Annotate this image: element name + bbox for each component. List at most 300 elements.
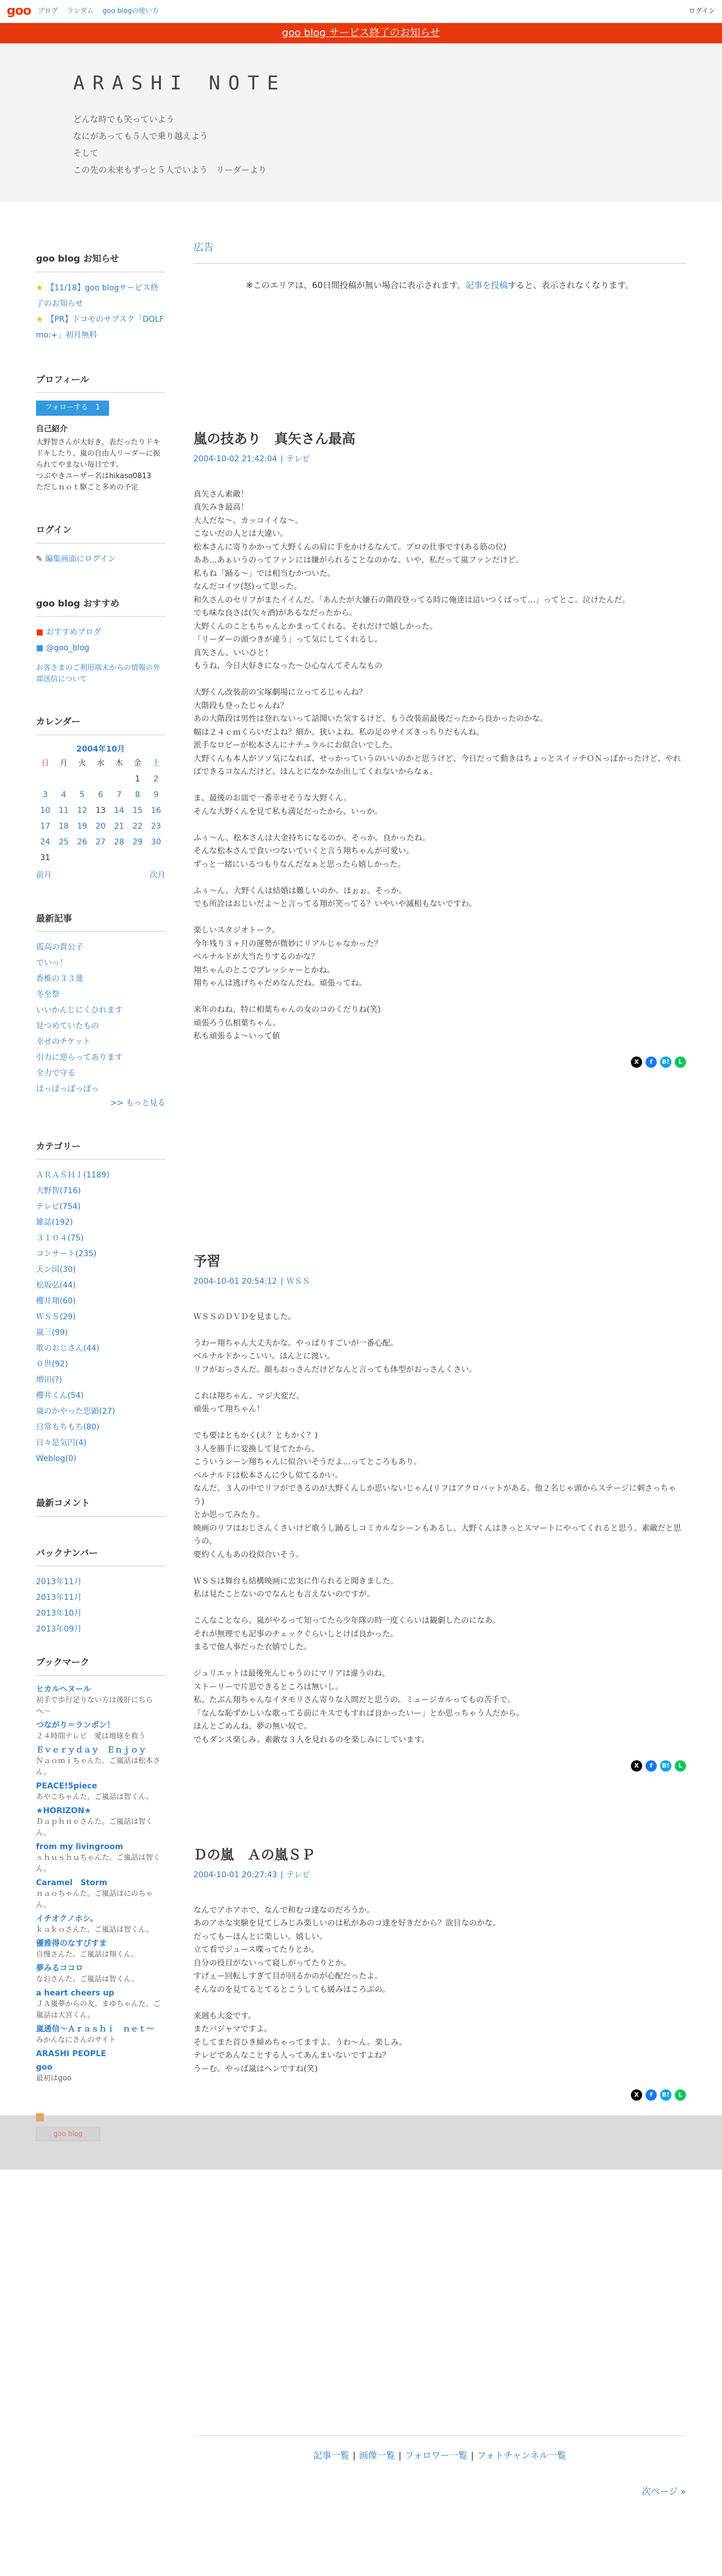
- blog-header: [0, 43, 722, 202]
- post-line: あのアホな実験を見てしみじみ楽しいのは私があのコ達を好きだから？欲目なのかな。: [193, 1919, 500, 1928]
- footer-nav-link[interactable]: フォトチャンネル一覧: [477, 2450, 566, 2461]
- recommend-link[interactable]: おすすめブログ: [46, 628, 101, 637]
- post-date[interactable]: 2004-10-01 20:27:43: [193, 1871, 277, 1880]
- calendar-day[interactable]: 20: [96, 821, 106, 831]
- post-line: これは翔ちゃん、マジ大変だ。: [193, 1391, 304, 1401]
- share-buttons: [193, 2089, 686, 2101]
- category-link[interactable]: Weblog(0): [36, 1454, 76, 1464]
- post-line: でもダンス楽しみ。素敵な３人を見れるのを楽しみにしています。: [193, 1735, 430, 1745]
- post-date[interactable]: 2004-10-02 21:42:04: [193, 455, 277, 464]
- post-line: 頑張ろう仏相葉ちゃん。: [193, 1018, 281, 1028]
- nav-blog[interactable]: ブログ: [37, 7, 58, 15]
- post-paragraph: [193, 1904, 686, 1997]
- post-line: すげぇー回転しすぎて目が回るかのが心配だったよ。: [193, 1972, 382, 1981]
- calendar-day[interactable]: 11: [58, 806, 69, 815]
- facebook-icon[interactable]: f: [646, 2089, 657, 2101]
- goo-notice-heading: goo blog お知らせ: [36, 251, 165, 272]
- post-line: ずっと一緒にいるつもりなんだなぁと思ったら嬉しかった。: [193, 860, 406, 869]
- blog-icon: ■: [36, 628, 46, 637]
- footer-nav: [193, 2448, 686, 2463]
- login-link[interactable]: ログイン: [688, 7, 715, 15]
- post-line: ストーリーで片思できるところは無いし。: [193, 1682, 343, 1692]
- calendar-day[interactable]: 1: [135, 774, 141, 784]
- calendar-day[interactable]: 17: [40, 821, 51, 831]
- calendar-prev[interactable]: 前月: [36, 871, 52, 880]
- profile-block: [36, 372, 165, 493]
- bookmark-link[interactable]: Ｅｖｅｒｙｄａｙ Ｅｎｊｏｙ: [36, 1745, 146, 1755]
- post-line: リフがおっさんだ。顔もおっさんだけどなんと言っても体型がおっさんくさい。: [193, 1365, 477, 1374]
- bookmark-desc: ２４時間テレビ 愛は地球を救う: [36, 1732, 146, 1741]
- tagline-line: なにがあっても５人で乗り越えよう: [73, 131, 208, 142]
- calendar-day[interactable]: 21: [114, 821, 124, 831]
- calendar-day: [73, 850, 92, 866]
- footer-nav-separator: |: [471, 2450, 474, 2461]
- bookmark-desc: Ｎａｏｍｉちゃんた。ご嵐話は松本さん。: [36, 1756, 161, 1777]
- tagline-line: そして: [73, 148, 99, 159]
- category-link[interactable]: 嵐三(99): [36, 1328, 68, 1338]
- calendar-day[interactable]: 2: [154, 774, 159, 784]
- category-link[interactable]: 櫻井翔(60): [36, 1297, 76, 1306]
- bookmark-link[interactable]: 優雅得のなすびすま: [36, 1939, 107, 1948]
- edit-login-row[interactable]: [36, 551, 165, 567]
- post-line: 大野くん改装前の宝塚劇場に立ってるじゃんね？: [193, 688, 367, 698]
- blog-post: [193, 428, 686, 1068]
- recent-block: [36, 911, 165, 1110]
- calendar-block: [36, 714, 165, 882]
- calendar-day[interactable]: 26: [77, 837, 88, 847]
- bookmark-desc: みかんなにさんのサイト: [36, 2035, 116, 2044]
- calendar-day[interactable]: 9: [154, 790, 159, 799]
- category-link[interactable]: 櫻井くん(54): [36, 1391, 84, 1401]
- recommend-block: [36, 596, 165, 686]
- recent-more-link[interactable]: >> もっと見る: [110, 1099, 165, 1108]
- x-icon[interactable]: X: [631, 1057, 642, 1068]
- post-line: 私は見たことないのでなんとも言えないのですが。: [193, 1590, 374, 1599]
- bookmark-link[interactable]: goo: [36, 2062, 53, 2072]
- facebook-icon[interactable]: f: [646, 1057, 657, 1068]
- post-meta: [193, 453, 686, 465]
- post-line: ああ…あぁいうのってファンには嫌がられることなのかな。いや、私だって嵐ファンだけど。: [193, 556, 524, 565]
- notice-link[interactable]: 【PR】ドコモのサブスク「DOLF mo:+」初月無料: [36, 314, 164, 340]
- post-line: 大階段も登ったじゃんね？: [193, 701, 288, 711]
- footer-nav-separator: |: [398, 2450, 401, 2461]
- recent-article-link[interactable]: 全力で守る: [36, 1069, 75, 1078]
- backnumber-block: [36, 1546, 165, 1634]
- post-meta: [193, 1275, 686, 1288]
- post-line: 頑張って翔ちゃん！: [193, 1405, 264, 1414]
- post-line: 映画のリフはおじさんくさいけど歌うし踊るしコミカルなシーンもあるし、大野くんはきっとスマートにやってくれると思う。素敵だと思うの。: [193, 1523, 682, 1547]
- bookmark-link[interactable]: イチオクノホシ。: [36, 1914, 98, 1923]
- post-title[interactable]: Ｄの嵐 Ａの嵐ＳＰ: [193, 1847, 315, 1863]
- goo-notice-block: [36, 251, 165, 343]
- service-end-notice[interactable]: goo blog サービス終了のお知らせ: [0, 23, 722, 43]
- backnumber-list[interactable]: [36, 1574, 165, 1634]
- bookmark-link[interactable]: 夢みるココロ: [36, 1963, 83, 1973]
- post-category[interactable]: テレビ: [286, 455, 310, 464]
- nav-random[interactable]: ランダム: [67, 7, 94, 15]
- bookmark-link[interactable]: PEACE!5piece: [36, 1781, 97, 1791]
- post-line: ジュリエットは最後死んじゃうのにマリアは違うのね。: [193, 1669, 390, 1679]
- post-body: [193, 488, 686, 1044]
- post-line: うーむ。やっぱ嵐はヘンですね(笑): [193, 2064, 318, 2074]
- post-line: 派手なロビーが松本さんにナチュラルにお似合いでした。: [193, 741, 398, 750]
- bookmark-link[interactable]: Caramel Storm: [36, 1878, 107, 1887]
- calendar-week-row: [36, 834, 165, 850]
- goo-logo[interactable]: goo: [7, 4, 31, 19]
- post-line: 私、たぶん翔ちゃんなイタモリさん寄りな人間だと思うの。ミュージカルってもの苦手で。: [193, 1696, 516, 1705]
- hatena-icon[interactable]: B!: [660, 1760, 671, 1772]
- bookmark-link[interactable]: 嵐通信〜Ａｒａｓｈｉ ｎｅｔ〜: [36, 2024, 154, 2034]
- footer-nav-link[interactable]: フォロワー一覧: [404, 2450, 468, 2461]
- post-line: ３人を勝手に変換して見てたから、: [193, 1444, 319, 1454]
- calendar-day: [128, 850, 147, 866]
- category-link[interactable]: 天ン国(30): [36, 1265, 76, 1275]
- privacy-link[interactable]: お客さまのご利用端末からの情報の外部送信について: [36, 664, 161, 684]
- post-line: ふぅ〜ん、大野くんは結婚は難しいのか。ほぉぉ。そっか。: [193, 886, 407, 896]
- calendar-weekday-row: [36, 756, 165, 771]
- calendar-day[interactable]: 15: [132, 806, 143, 815]
- post-line: まるで他人事だった衣嬉でした。: [193, 1643, 312, 1652]
- post-line: なんでアホアホで、なんで和むコ達なのだろうか。: [193, 1905, 374, 1915]
- post-paragraph: [193, 924, 686, 991]
- calendar-weekday: 土: [152, 758, 160, 768]
- bookmark-desc: Ｄａｐｈｎｅさんた。ご嵐話は智くん。: [36, 1817, 154, 1837]
- post-line: なんだコイツ(怒)って思った。: [193, 582, 302, 592]
- post-article-link[interactable]: 記事を投稿: [465, 280, 508, 290]
- bookmark-desc: ＪＡ嵐夢からの友。まゆちゃんた。ご嵐話は大宮くん。: [36, 1999, 161, 2020]
- blog-title[interactable]: ARASHI NOTE: [73, 72, 287, 95]
- profile-heading: プロフィール: [36, 372, 165, 393]
- post-date[interactable]: 2004-10-01 20:54:12: [193, 1277, 277, 1287]
- post-line: ま、最後のお皿で一番幸せそうな大野くん。: [193, 794, 351, 803]
- calendar-day: [55, 850, 73, 866]
- calendar-week-row: [36, 819, 165, 834]
- category-link[interactable]: テレビ(754): [36, 1202, 81, 1212]
- post-paragraph: [193, 686, 686, 779]
- post-line: とか思ってみたり。: [193, 1510, 264, 1520]
- post-title[interactable]: 予習: [193, 1253, 220, 1269]
- category-link[interactable]: ０世(92): [36, 1360, 68, 1369]
- post-line: 今年残り３ヶ月の運勢が微妙にリアルじゃなかった？: [193, 939, 382, 948]
- follower-count: 1: [95, 403, 100, 412]
- category-link[interactable]: 日々是気円(4): [36, 1438, 87, 1448]
- calendar-table: [36, 756, 165, 866]
- bookmark-link[interactable]: a heart cheers up: [36, 1988, 115, 1998]
- calendar-day[interactable]: 7: [116, 790, 122, 799]
- calendar-week-row: [36, 850, 165, 866]
- pencil-icon: ✎: [36, 554, 46, 564]
- line-icon[interactable]: L: [675, 1760, 686, 1772]
- recent-article-link[interactable]: 香椎の３３連: [36, 974, 83, 984]
- post-line: そんな松本さんで食いつないていくと言う翔ちゃんが可愛い。: [193, 847, 414, 856]
- calendar-day[interactable]: 18: [58, 821, 69, 831]
- post-line: 「リーダーの頭つきが違う」って気にしてくれるし。: [193, 635, 382, 645]
- x-icon[interactable]: X: [631, 2089, 642, 2101]
- twitter-icon: ■: [36, 644, 46, 653]
- calendar-weekday: 金: [133, 758, 142, 768]
- category-link[interactable]: 増田(?): [36, 1375, 62, 1385]
- calendar-day: [55, 771, 73, 787]
- post-paragraph: [193, 1615, 686, 1655]
- bookmark-link[interactable]: from my livingroom: [36, 1842, 123, 1851]
- blog-tagline: [73, 111, 722, 178]
- post-meta: [193, 1869, 686, 1881]
- bookmark-desc: なおさんた。ご嵐話は智くん。: [36, 1975, 139, 1984]
- category-link[interactable]: 歌のおじさん(44): [36, 1344, 100, 1354]
- calendar-day[interactable]: 23: [151, 821, 161, 831]
- hatena-icon[interactable]: B!: [660, 1057, 671, 1068]
- calendar-day[interactable]: 30: [151, 837, 161, 847]
- calendar-day[interactable]: 31: [40, 853, 51, 862]
- bookmark-desc: 初手で歩行足りない方は後肝にちらへ〜: [36, 1696, 154, 1716]
- calendar-day[interactable]: 29: [132, 837, 143, 847]
- main-column: [193, 236, 686, 2497]
- post-line: 真矢みき最高！: [193, 503, 249, 512]
- post-line: こういうシーン翔ちゃんに似合いそうだよ…ってところもあり。: [193, 1458, 422, 1467]
- post-line: 真矢さん素敵！: [193, 489, 249, 499]
- backnumber-link[interactable]: 2013年10月: [36, 1609, 82, 1619]
- post-line: 来週も大変です。: [193, 2011, 256, 2021]
- meta-separator: |: [280, 1277, 283, 1287]
- post-paragraph: [193, 1004, 686, 1044]
- ad-note-tail: すると、表示されなくなります。: [507, 280, 634, 290]
- post-paragraph: [193, 885, 686, 911]
- calendar-weekday: 水: [96, 758, 105, 768]
- calendar-day: [92, 850, 110, 866]
- category-link[interactable]: ＷＳＳ(29): [36, 1312, 76, 1322]
- ad-note-text: ※このエリアは、60日間投稿が無い場合に表示されます。: [246, 280, 466, 290]
- twitter-link[interactable]: @goo_blog: [46, 644, 89, 653]
- line-icon[interactable]: L: [675, 1057, 686, 1068]
- notice-link[interactable]: 【11/18】goo blogサービス終了のお知らせ: [36, 283, 159, 308]
- calendar-day[interactable]: 28: [114, 837, 124, 847]
- bookmark-desc: 最初はgoo: [36, 2074, 72, 2083]
- bookmark-desc: 自慢さんた。ご嵐話は翔くん。: [36, 1950, 139, 1959]
- bookmark-link[interactable]: ヒカルヘヌール: [36, 1684, 91, 1694]
- calendar-day: [92, 771, 110, 787]
- category-link[interactable]: 大野智(716): [36, 1186, 81, 1196]
- calendar-day[interactable]: 14: [114, 806, 124, 815]
- share-buttons: [193, 1057, 686, 1068]
- calendar-day[interactable]: 13: [96, 806, 106, 815]
- calendar-week-row: [36, 771, 165, 787]
- post-paragraph: [193, 792, 686, 819]
- star-icon: ★: [36, 283, 43, 293]
- calendar-nav: [36, 869, 165, 882]
- ad-note: [193, 278, 686, 292]
- calendar-week-row: [36, 787, 165, 803]
- post-line: そんなのを見てるとてるとこうしても緩みほころぶの。: [193, 1985, 390, 1994]
- category-link[interactable]: 嵐のかやった思顕(27): [36, 1407, 115, 1417]
- login-block: [36, 523, 165, 567]
- share-buttons: [193, 1760, 686, 1772]
- footer-nav-link[interactable]: 画像一覧: [359, 2450, 395, 2461]
- tagline-line: どんな時でも笑っていよう: [73, 114, 175, 125]
- post-body: [193, 1311, 686, 1747]
- bookmark-link[interactable]: つながり＝ランボン！: [36, 1720, 115, 1730]
- post-line: 真矢さん、いいひと！: [193, 648, 273, 658]
- calendar-day: [147, 850, 165, 866]
- category-link[interactable]: 雑誌(192): [36, 1218, 73, 1228]
- nav-howto[interactable]: goo blogの使い方: [102, 7, 159, 15]
- post-line: ＷＳＳは舞台も結構映画に忠実に作られると聞きました。: [193, 1576, 398, 1586]
- recent-list: [36, 939, 165, 1097]
- tagline-line: この先の未来もずっと５人でいよう リーダーより: [73, 165, 267, 176]
- post-line: 松本さんに寄りかかって大野くんの肩に手をかけるなんて。プロの仕事です(ある筋の位): [193, 542, 507, 552]
- recommend-item[interactable]: [36, 640, 165, 656]
- post-line: こんなことなら、嵐がやるって知ってたら少年隊の時一度くらいは観劇したのになあ。: [193, 1616, 500, 1626]
- post-line: うわー翔ちゃん大丈夫かな。やっぱりすごいが一番心配。: [193, 1338, 398, 1348]
- comments-block: [36, 1496, 165, 1517]
- post-line: 私も頑張るよ〜いって値: [193, 1032, 280, 1041]
- recent-article-link[interactable]: 引力に逆らってあります: [36, 1053, 123, 1063]
- backnumber-link[interactable]: 2013年11月: [36, 1593, 82, 1603]
- recent-article-link[interactable]: 孤高の貴公子: [36, 943, 83, 952]
- post-line: 大人だな〜。カッコイイな〜。: [193, 516, 303, 525]
- calendar-month: 2004年10月: [76, 744, 125, 754]
- post-line: ほんとごめんね、夢の無い奴で。: [193, 1722, 312, 1732]
- calendar-day: [73, 771, 92, 787]
- post-paragraph: [193, 1575, 686, 1602]
- post-body: [193, 1904, 686, 2076]
- post-paragraph: [193, 488, 686, 673]
- calendar-day: [36, 771, 55, 787]
- post-line: テレビであんなことする人ってあんまいないですよね？: [193, 2051, 390, 2061]
- backnumber-link[interactable]: 2013年09月: [36, 1625, 82, 1634]
- post-paragraph: [193, 1337, 686, 1377]
- calendar-day: [110, 771, 128, 787]
- recent-article-link[interactable]: 幸せのチケット: [36, 1037, 91, 1047]
- recent-article-link[interactable]: いいかんじにくひれます: [36, 1006, 123, 1015]
- calendar-day[interactable]: 16: [151, 806, 161, 815]
- post-line: 大野くんのこともちゃんとかまってくれる。それだけで嬉しかった。: [193, 622, 437, 631]
- category-link[interactable]: ＡＲＡＳＨＩ(1189): [36, 1171, 110, 1180]
- profile-label: 自己紹介: [36, 424, 67, 434]
- post-line: 和久さんのセリフがまたイイんだ。「あんたが大嫌石の階段登ってる時に俺達は這いつくばって…」ってとこ。泣けたんだ。: [193, 595, 630, 605]
- category-link[interactable]: コンサート(235): [36, 1249, 97, 1259]
- calendar-week-row: [36, 803, 165, 819]
- bookmark-link[interactable]: ARASHI PEOPLE: [36, 2049, 106, 2058]
- calendar-day[interactable]: 10: [40, 806, 51, 815]
- calendar-next[interactable]: 次月: [150, 871, 165, 880]
- post-line: でも味な良さは(矢々酒)があるなだったから。: [193, 609, 357, 618]
- post-line: ベルナルドが大当たりするのかな？: [193, 952, 319, 962]
- calendar-day[interactable]: 24: [40, 837, 51, 847]
- notice-item[interactable]: [36, 280, 165, 312]
- calendar-weekday: 月: [60, 758, 68, 768]
- comments-heading: 最新コメント: [36, 1496, 165, 1517]
- calendar-day[interactable]: 25: [58, 837, 69, 847]
- backnumber-link[interactable]: 2013年11月: [36, 1577, 82, 1587]
- post-category[interactable]: ＷＳＳ: [286, 1277, 310, 1287]
- calendar-day[interactable]: 3: [42, 790, 48, 799]
- facebook-icon[interactable]: f: [646, 1760, 657, 1772]
- bookmark-link[interactable]: ★HORIZON★: [36, 1806, 92, 1815]
- follow-row: [36, 401, 165, 416]
- footer-nav-link[interactable]: 記事一覧: [313, 2450, 350, 2461]
- post-paragraph: [193, 1390, 686, 1417]
- post-category[interactable]: テレビ: [286, 1871, 310, 1880]
- calendar-day[interactable]: 19: [77, 821, 88, 831]
- post-line: だってもーほんとに楽しい。嬉しい。: [193, 1932, 327, 1941]
- recent-article-link[interactable]: 見つめていたもの: [36, 1022, 99, 1031]
- bookmark-list: [36, 1684, 165, 2084]
- category-heading: カテゴリー: [36, 1139, 165, 1160]
- bookmark-desc: ｓｈｕｓｈｕちゃんた。ご嵐話は智くん。: [36, 1853, 161, 1873]
- blog-post: [193, 1844, 686, 2101]
- recommend-heading: goo blog おすすめ: [36, 596, 165, 617]
- notice-item[interactable]: [36, 312, 165, 343]
- post-line: もうね、今日大好きになった〜ひ心なんてそんなもの: [193, 662, 382, 671]
- recommend-item[interactable]: [36, 624, 165, 640]
- post-title[interactable]: 嵐の技あり 真矢さん最高: [193, 431, 355, 447]
- calendar-day[interactable]: 6: [98, 790, 103, 799]
- next-page-link[interactable]: 次ページ »: [642, 2485, 686, 2497]
- post-line: なんだ、３人の中でリフができるのが大野くんしか思いないじゃん(リフはアクロバットがある。他２名じゃ頭からステージに刺さっちゃう): [193, 1484, 676, 1507]
- post-line: そんな大野くんを見て私も満足だったから、いっか。: [193, 807, 382, 816]
- post-line: でも所詮はおじいだよ〜と言ってる翔が笑ってる？いやいや滅相もないですわ。: [193, 900, 477, 909]
- bookmark-desc: あやこちゃんた。ご嵐話は智くん。: [36, 1792, 154, 1801]
- blog-post: [193, 1251, 686, 1772]
- post-line: 来年のねね、特に相葉ちゃんの女のコのくだりね(笑): [193, 1005, 381, 1015]
- post-paragraph: [193, 832, 686, 872]
- bookmark-heading: ブックマーク: [36, 1655, 165, 1676]
- goo-topbar: [0, 0, 722, 23]
- post-line: ベルナルドは松本さんに少し似てるかい。: [193, 1471, 343, 1480]
- calendar-day[interactable]: 22: [132, 821, 143, 831]
- hatena-icon[interactable]: B!: [660, 2089, 671, 2101]
- recent-article-link[interactable]: 冬至祭: [36, 990, 60, 1000]
- calendar-day[interactable]: 8: [135, 790, 141, 799]
- post-line: 大野くんも本人がソソ気になれば、せっかっていうのいいのかと思うけど、今日だって動きはちょっとスイッチＯＮっぽかったけど、やればできるコなんだけど、ほんとになかなか出してくれないからなぁ。: [193, 754, 682, 777]
- calendar-heading: カレンダー: [36, 714, 165, 735]
- login-heading: ログイン: [36, 523, 165, 543]
- meta-separator: |: [280, 1871, 283, 1880]
- category-block: [36, 1139, 165, 1467]
- post-line: 私もね「踊る〜」では相当むかついた。: [193, 569, 335, 578]
- calendar-day[interactable]: 27: [96, 837, 106, 847]
- bookmark-desc: ｋａｋｏさんた。ご嵐話は智くん。: [36, 1925, 154, 1934]
- follow-button[interactable]: [36, 401, 109, 416]
- post-line: ベルナルドかっこいい。ほんとに渡い。: [193, 1352, 335, 1361]
- post-paragraph: [193, 1311, 686, 1324]
- category-link[interactable]: 日常もちもち(80): [36, 1423, 100, 1432]
- calendar-day: [110, 850, 128, 866]
- recent-article-link[interactable]: でいっ！: [36, 959, 67, 968]
- post-line: 自分の役目がないって寝しがってたりとか。: [193, 1958, 351, 1968]
- recent-heading: 最新記事: [36, 911, 165, 932]
- category-link[interactable]: ３１０４(75): [36, 1234, 84, 1243]
- goo-nav: [38, 6, 159, 16]
- meta-separator: |: [280, 455, 283, 464]
- post-line: 幅は２４ｃｍくらいだよね？細か。狭いよね。私の足のサイズきっちりだもんね。: [193, 727, 484, 737]
- recent-article-link[interactable]: ほっぽっぽっぽっ: [36, 1085, 99, 1094]
- calendar-day[interactable]: 4: [61, 790, 66, 799]
- floating-ad-overlay[interactable]: [0, 2115, 722, 2169]
- calendar-weekday: 木: [115, 758, 123, 768]
- calendar-weekday: 日: [41, 758, 49, 768]
- category-link[interactable]: 松坂弘(44): [36, 1281, 76, 1291]
- calendar-day[interactable]: 5: [79, 790, 85, 799]
- x-icon[interactable]: X: [631, 1760, 642, 1772]
- edit-login-link[interactable]: 編集画面にログイン: [45, 554, 116, 564]
- calendar-day[interactable]: 12: [77, 806, 88, 815]
- line-icon[interactable]: L: [675, 2089, 686, 2101]
- post-line: あの大階段は男性は登れないって話聞いた気するけど、もう改装前最後だったから良かったのかな。: [193, 714, 548, 724]
- footer-nav-area: [193, 2435, 686, 2498]
- ad-label: 広告: [193, 236, 686, 264]
- post-line: それが無理でも記事のチェックぐらいしとけば良かった。: [193, 1629, 398, 1639]
